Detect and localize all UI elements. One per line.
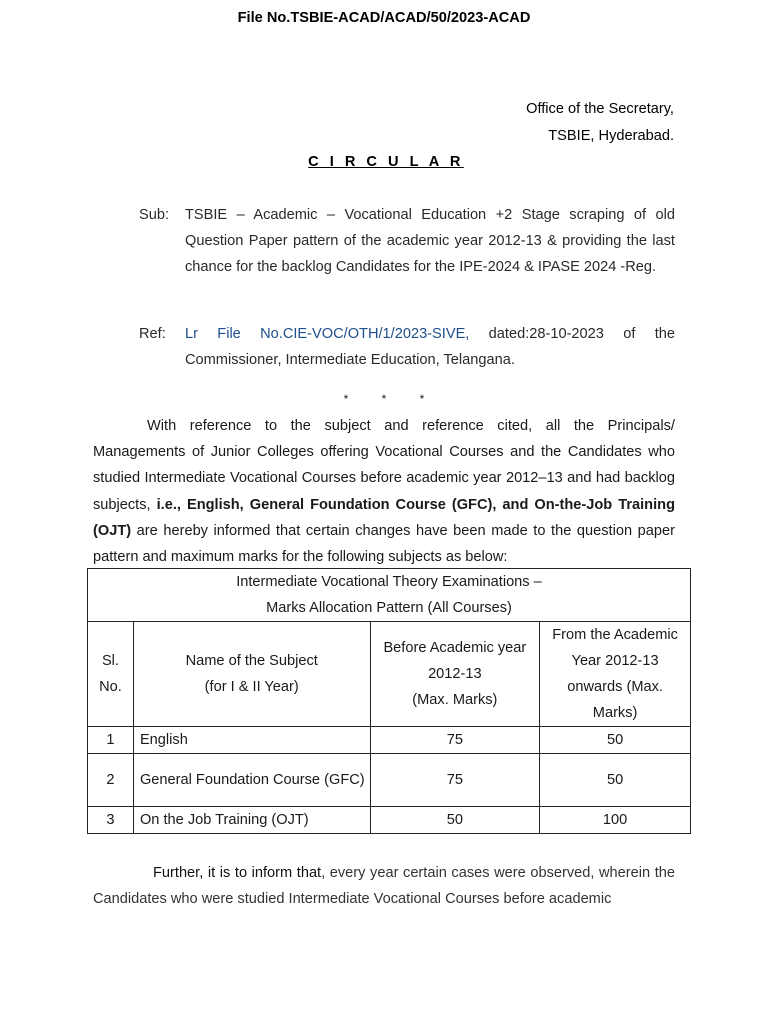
paragraph-1-part1: With reference to the subject and reference cited, all the Principals/ Managements of Junior Colleges offering Vocational Courses and the Candidates who studied Intermediate Vocational Courses before academic year 2012–13 and had backlog subjects, bbox=[93, 418, 675, 513]
table-row bbox=[88, 754, 691, 807]
reference-link[interactable]: Lr File No.CIE-VOC/OTH/1/2023-SIVE, bbox=[185, 326, 470, 342]
header-sl-line-1: Sl. bbox=[101, 653, 119, 669]
file-number-header: File No.TSBIE-ACAD/ACAD/50/2023-ACAD bbox=[237, 10, 531, 26]
header-from-2012 bbox=[540, 622, 691, 727]
row-sl: 3 bbox=[88, 807, 134, 834]
row-before-marks: 50 bbox=[370, 807, 540, 834]
header-from-line-4: Marks) bbox=[592, 705, 638, 721]
circular-title: C I R C U L A R bbox=[308, 154, 464, 170]
reference-label: Ref: bbox=[139, 326, 166, 342]
header-from-line-3: onwards (Max. bbox=[567, 679, 663, 695]
table-title-line-2: Marks Allocation Pattern (All Courses) bbox=[266, 600, 512, 616]
row-sl: 2 bbox=[88, 754, 134, 807]
header-sl-no bbox=[88, 622, 134, 727]
office-line-2: TSBIE, Hyderabad. bbox=[548, 128, 674, 144]
table-row bbox=[88, 727, 691, 754]
header-subject-name bbox=[133, 622, 370, 727]
header-from-line-2: Year 2012-13 bbox=[571, 653, 659, 669]
subject-block bbox=[139, 202, 675, 280]
reference-text bbox=[185, 321, 675, 373]
section-separator: * * * bbox=[343, 392, 425, 406]
header-before-line-1: Before Academic year bbox=[383, 640, 527, 656]
paragraph-2 bbox=[93, 860, 675, 912]
subject-text: TSBIE – Academic – Vocational Education +2 Stage scraping of old Question Paper pattern of the academic year 2012-13 & providing the last chance for the backlog Candidates for the IPE-2024 & IPASE 2024 -Reg. bbox=[185, 207, 675, 275]
row-subject: General Foundation Course (GFC) bbox=[133, 754, 370, 807]
subject-label: Sub: bbox=[139, 207, 170, 223]
row-subject: On the Job Training (OJT) bbox=[133, 807, 370, 834]
paragraph-1 bbox=[93, 413, 675, 570]
table-title-line-1: Intermediate Vocational Theory Examinations – bbox=[236, 574, 542, 590]
paragraph-2-text: , every year certain cases were observed, wherein the Candidates who were studied Intermediate Vocational Courses before academic bbox=[93, 865, 675, 908]
header-sl-line-2: No. bbox=[99, 679, 122, 695]
header-name-line-1: Name of the Subject bbox=[185, 653, 318, 669]
row-sl: 1 bbox=[88, 727, 134, 754]
header-name-line-2: (for I & II Year) bbox=[204, 679, 299, 695]
office-line-1: Office of the Secretary, bbox=[526, 101, 674, 117]
reference-block bbox=[139, 321, 675, 373]
header-before-2012 bbox=[370, 622, 540, 727]
table-title bbox=[88, 569, 691, 622]
paragraph-1-part2: are hereby informed that certain changes have been made to the question paper pattern and maximum marks for the following subjects as below: bbox=[93, 522, 675, 566]
reference-details: dated:28-10-2023 of the Commissioner, Intermediate Education, Telangana. bbox=[185, 326, 675, 368]
header-from-line-1: From the Academic bbox=[552, 627, 678, 643]
paragraph-2-lead: Further, it is to inform that bbox=[153, 865, 322, 881]
marks-allocation-table bbox=[87, 568, 691, 834]
row-from-marks: 50 bbox=[540, 754, 691, 807]
row-from-marks: 50 bbox=[540, 727, 691, 754]
header-before-line-3: (Max. Marks) bbox=[412, 692, 498, 708]
row-from-marks: 100 bbox=[540, 807, 691, 834]
row-before-marks: 75 bbox=[370, 754, 540, 807]
header-before-line-2: 2012-13 bbox=[428, 666, 482, 682]
row-subject: English bbox=[133, 727, 370, 754]
row-before-marks: 75 bbox=[370, 727, 540, 754]
paragraph-1-bold: i.e., English, General Foundation Course (GFC), and On-the-Job Training (OJT) bbox=[93, 496, 675, 539]
table-row bbox=[88, 807, 691, 834]
